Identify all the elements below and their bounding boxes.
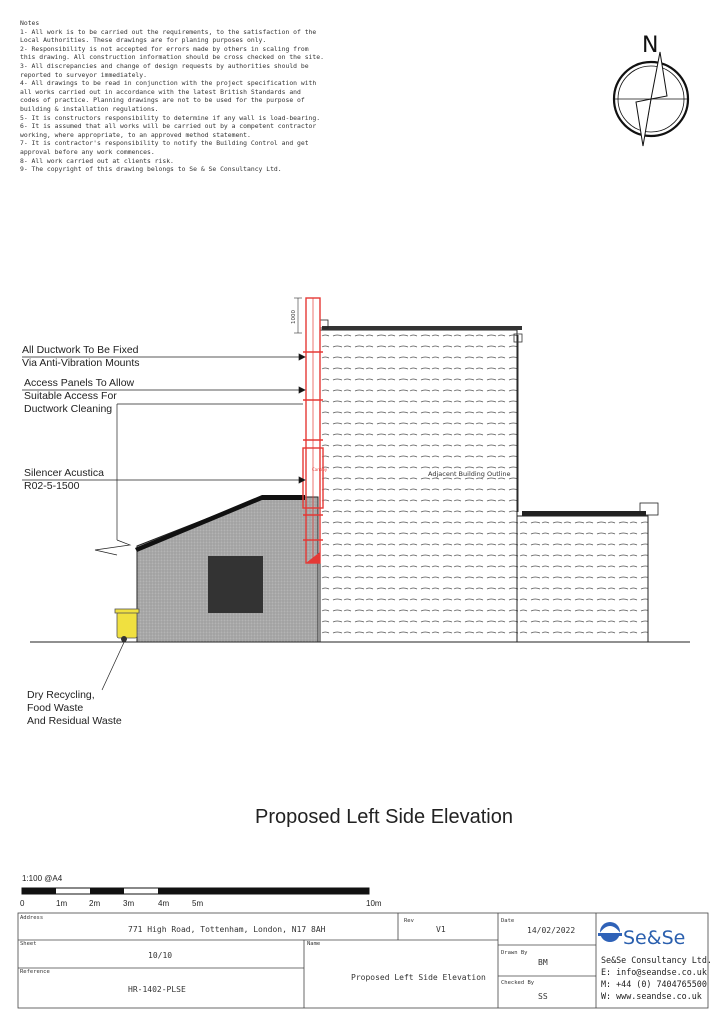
scale-tick: 0	[20, 899, 25, 908]
adjacent-building-low	[517, 516, 648, 642]
north-compass-icon	[614, 52, 688, 146]
note-line: reported to surveyor immediately.	[20, 70, 147, 79]
checked-by-label: Checked By	[501, 980, 535, 986]
tall-roof-coping	[322, 326, 522, 330]
canopy-label: Canopy	[312, 467, 328, 472]
address-value: 771 High Road, Tottenham, London, N17 8AH	[128, 925, 326, 934]
note-line: 8- All work carried out at clients risk.	[20, 156, 174, 165]
note-line: 1- All work is to be carried out the requirements, to the satisfaction of the	[20, 27, 317, 36]
silencer-label-1: Silencer Acustica	[24, 467, 104, 479]
note-line: working, where appropriate, to an approved method statement.	[20, 130, 251, 139]
company-email: E: info@seandse.co.uk	[601, 967, 707, 977]
drawn-by-value: BM	[538, 958, 548, 967]
scale-tick: 10m	[366, 899, 382, 908]
logo-text: Se&Se	[623, 927, 686, 949]
ductwork-label-1: All Ductwork To Be Fixed	[22, 344, 139, 356]
name-label: Name	[307, 941, 321, 947]
waste-label-1: Dry Recycling,	[27, 689, 95, 701]
note-line: codes of practice. Planning drawings are not to be used for the purpose of	[20, 96, 305, 105]
waste-label-2: Food Waste	[27, 702, 84, 714]
window	[208, 556, 263, 613]
notes-heading: Notes	[20, 19, 40, 27]
note-line: 7- It is contractor's responsibility to notify the Building Control and get	[20, 139, 309, 148]
wheelie-bin-icon	[115, 609, 139, 642]
ductwork-label-2: Via Anti-Vibration Mounts	[22, 357, 140, 369]
address-label: Address	[20, 915, 44, 921]
note-line: 2- Responsibility is not accepted for errors made by others in scaling from	[20, 44, 309, 53]
scale-tick: 4m	[158, 899, 170, 908]
note-line: Local Authorities. These drawings are for planing purposes only.	[20, 36, 267, 45]
access-label-1: Access Panels To Allow	[24, 377, 135, 389]
name-value: Proposed Left Side Elevation	[351, 973, 486, 982]
silencer-label-2: R02-5-1500	[24, 480, 80, 492]
note-line: 5- It is constructors responsibility to determine if any wall is load-bearing.	[20, 113, 321, 122]
access-label-3: Ductwork Cleaning	[24, 403, 113, 415]
company-name: Se&Se Consultancy Ltd.	[601, 955, 712, 965]
note-line: 4- All drawings to be read in conjunction with the project specification with	[20, 79, 317, 88]
waste-label-3: And Residual Waste	[27, 715, 122, 727]
date-label: Date	[501, 918, 515, 924]
scale-label: 1:100 @A4	[22, 874, 63, 883]
sheet-label: Sheet	[20, 941, 37, 947]
scale-tick: 2m	[89, 899, 101, 908]
access-label-2: Suitable Access For	[24, 390, 117, 402]
date-value: 14/02/2022	[527, 926, 576, 935]
north-label: N	[642, 33, 659, 58]
note-line: building & installation regulations.	[20, 104, 159, 113]
adjacent-outline-label: Adjacent Building Outline	[428, 470, 511, 478]
note-line: this drawing. All construction information should be cross checked on the site.	[20, 53, 324, 62]
drawn-by-label: Drawn By	[501, 950, 528, 956]
checked-by-value: SS	[538, 992, 548, 1001]
reference-label: Reference	[20, 969, 50, 975]
note-line: all works carried out in accordance with the latest British Standards and	[20, 87, 301, 96]
rev-value: V1	[436, 925, 446, 934]
scale-tick: 3m	[123, 899, 135, 908]
scale-tick: 1m	[56, 899, 68, 908]
note-line: 6- It is assumed that all works will be carried out by a competent contractor	[20, 122, 317, 131]
dimension-label: 1000	[291, 310, 297, 324]
drawing-title: Proposed Left Side Elevation	[255, 806, 513, 828]
low-roof-coping	[522, 511, 646, 516]
adjacent-building-tall	[320, 330, 517, 642]
reference-value: HR-1402-PLSE	[128, 985, 186, 994]
scale-tick: 5m	[192, 899, 204, 908]
company-logo	[598, 922, 622, 942]
note-line: approval before any work commences.	[20, 147, 155, 156]
company-web: W: www.seandse.co.uk	[601, 991, 702, 1001]
note-line: 9- The copyright of this drawing belongs to Se & Se Consultancy Ltd.	[20, 165, 282, 174]
rev-label: Rev	[404, 918, 414, 924]
scale-bar	[22, 888, 369, 894]
company-mobile: M: +44 (0) 7404765500	[601, 979, 707, 989]
note-line: 3- All discrepancies and change of design requests by authorities should be	[20, 61, 309, 70]
sheet-value: 10/10	[148, 951, 173, 960]
